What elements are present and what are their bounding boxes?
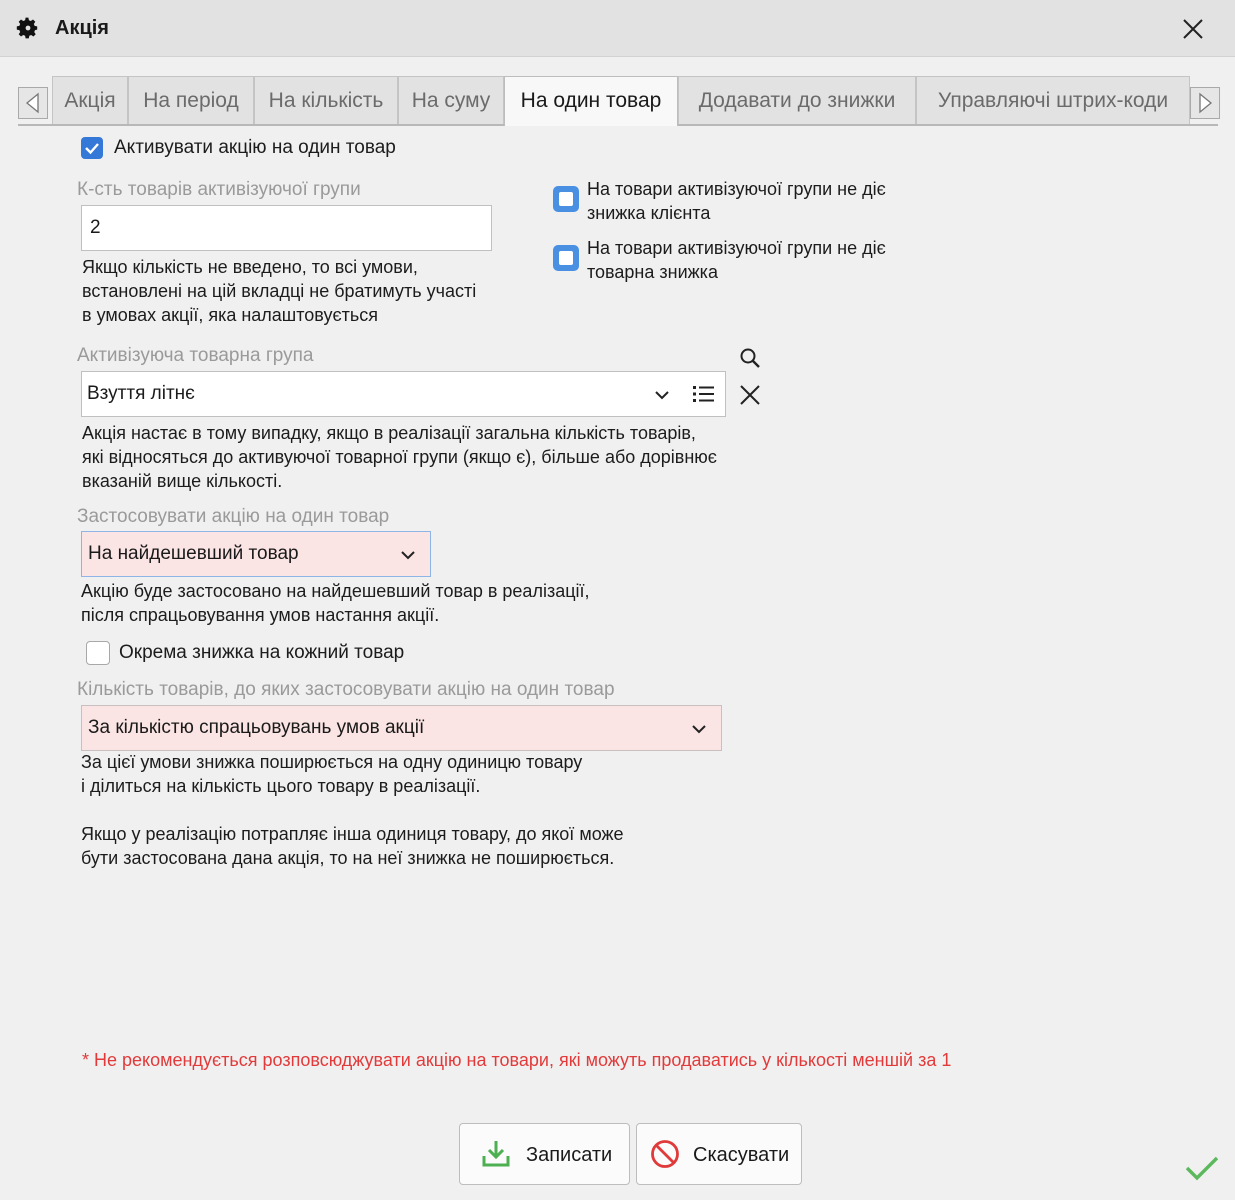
tab-strip bbox=[18, 76, 1218, 126]
count-value: За кількістю спрацьовувань умов акції bbox=[88, 717, 425, 738]
cancel-button[interactable] bbox=[636, 1123, 802, 1185]
qty-label: К-сть товарів активізуючої групи bbox=[77, 179, 361, 200]
apply-select[interactable] bbox=[81, 531, 431, 577]
tab-period[interactable]: На період bbox=[128, 76, 254, 124]
count-hint-2: Якщо у реалізацію потрапляє інша одиниця товару, до якої може бути застосована дана акція, то на неї знижка не поширюється. bbox=[81, 824, 624, 868]
goods-discount-checkbox[interactable] bbox=[553, 245, 579, 271]
clear-icon[interactable] bbox=[738, 383, 762, 407]
apply-value: На найдешевший товар bbox=[88, 543, 299, 564]
save-button[interactable] bbox=[459, 1123, 630, 1185]
close-icon[interactable] bbox=[1180, 16, 1206, 42]
activate-label: Активувати акцію на один товар bbox=[114, 137, 396, 158]
forbidden-icon bbox=[649, 1138, 681, 1170]
apply-hint: Акцію буде застосовано на найдешевший товар в реалізації, після спрацьовування умов настання акції. bbox=[81, 581, 590, 625]
warning-text: * Не рекомендується розповсюджувати акцію на товари, які можуть продаватись у кількості меншій за 1 bbox=[82, 1050, 952, 1070]
qty-hint: Якщо кількість не введено, то всі умови, встановлені на цій вкладці не братимуть участі в умовах акції, яка налаштовується bbox=[82, 257, 477, 325]
window-title: Акція bbox=[55, 17, 109, 39]
client-discount-label: На товари активізуючої групи не діє знижка клієнта bbox=[587, 179, 886, 223]
activate-checkbox[interactable] bbox=[81, 137, 103, 159]
separate-discount-checkbox[interactable] bbox=[86, 641, 110, 665]
chevron-down-icon bbox=[690, 723, 708, 735]
tab-one-item[interactable]: На один товар bbox=[504, 76, 678, 126]
chevron-down-icon bbox=[653, 389, 671, 401]
count-select[interactable] bbox=[81, 705, 722, 751]
tab-quantity[interactable]: На кількість bbox=[254, 76, 398, 124]
separate-discount-label: Окрема знижка на кожний товар bbox=[119, 642, 405, 663]
client-discount-checkbox[interactable] bbox=[553, 186, 579, 212]
count-hint: За цієї умови знижка поширюється на одну одиницю товару і ділиться на кількість цього товару в реалізації. bbox=[81, 752, 583, 796]
count-label: Кількість товарів, до яких застосовувати акцію на один товар bbox=[77, 679, 615, 700]
search-icon[interactable] bbox=[738, 346, 762, 370]
triangle-left-icon bbox=[19, 88, 47, 118]
list-icon[interactable] bbox=[691, 383, 717, 405]
qty-value: 2 bbox=[90, 217, 101, 238]
title-bar bbox=[0, 0, 1235, 57]
goods-discount-label: На товари активізуючої групи не діє товарна знижка bbox=[587, 238, 886, 282]
group-select[interactable] bbox=[81, 371, 726, 417]
gear-icon bbox=[16, 16, 40, 40]
tab-sum[interactable]: На суму bbox=[398, 76, 504, 124]
apply-label: Застосовувати акцію на один товар bbox=[77, 506, 390, 527]
tab-add-to-discount[interactable]: Додавати до знижки bbox=[678, 76, 916, 124]
checkmark-icon bbox=[81, 137, 103, 159]
triangle-right-icon bbox=[1191, 88, 1219, 118]
check-icon bbox=[1184, 1153, 1220, 1183]
group-hint: Акція настає в тому випадку, якщо в реалізації загальна кількість товарів, які відносяться до активуючої товарної групи (якщо є), більше або дорівнює вказаній вище кількості. bbox=[82, 423, 717, 491]
download-icon bbox=[480, 1138, 512, 1170]
chevron-down-icon bbox=[399, 549, 417, 561]
tab-action[interactable]: Акція bbox=[52, 76, 128, 124]
tab-scroll-left-button[interactable] bbox=[18, 87, 48, 119]
qty-input[interactable] bbox=[81, 205, 492, 251]
tab-control-barcodes[interactable]: Управляючі штрих-коди bbox=[916, 76, 1190, 124]
tab-scroll-right-button[interactable] bbox=[1190, 87, 1220, 119]
group-value: Взуття літнє bbox=[87, 383, 195, 404]
cancel-button-label: Скасувати bbox=[693, 1144, 790, 1166]
group-label: Активізуюча товарна група bbox=[77, 345, 314, 366]
save-button-label: Записати bbox=[526, 1144, 613, 1166]
